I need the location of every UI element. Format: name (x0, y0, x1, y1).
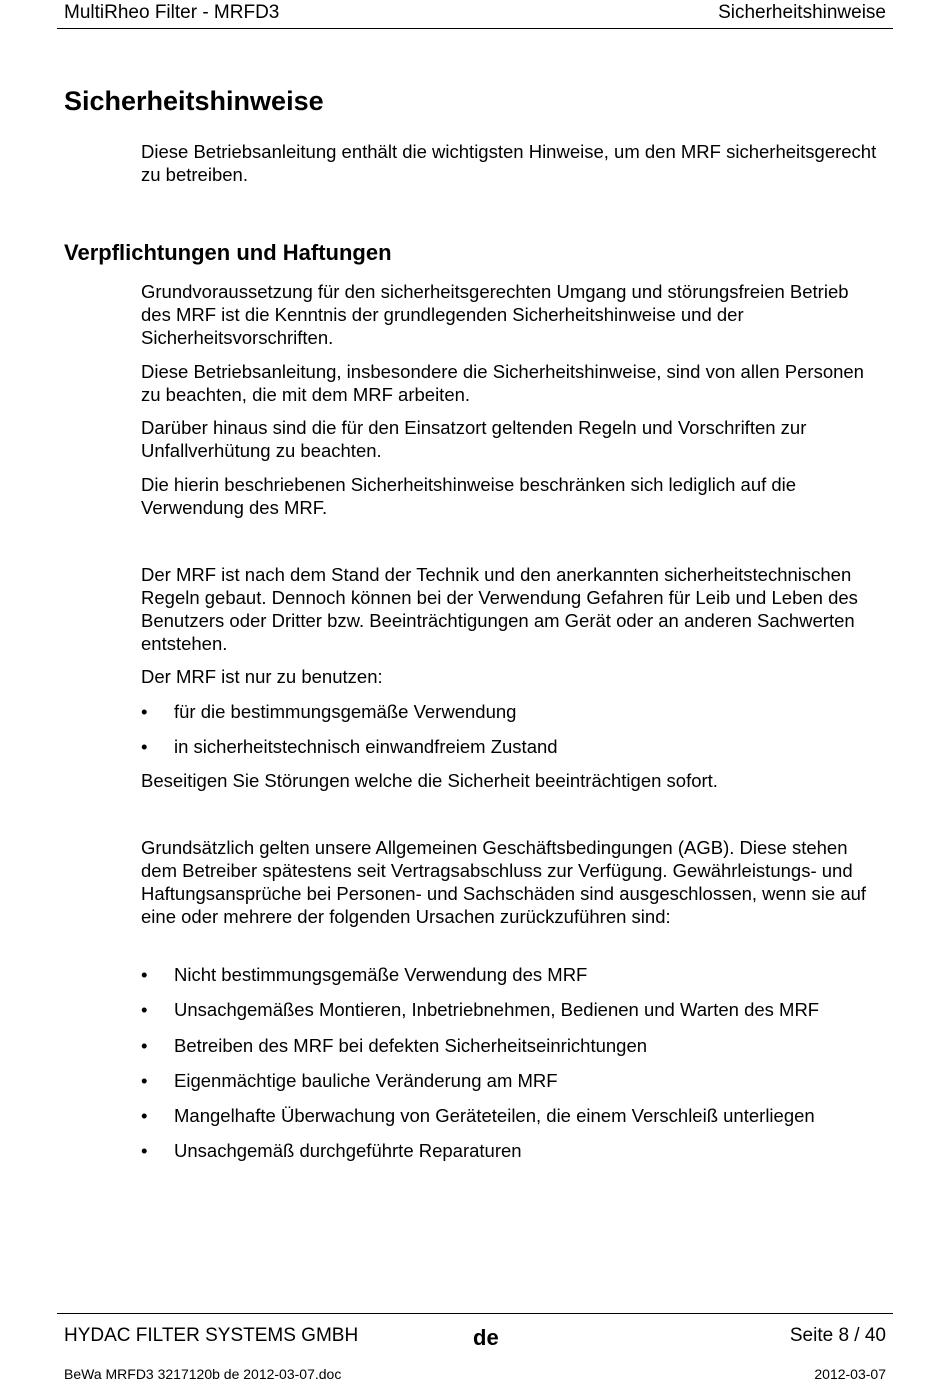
paragraph-use-conditions: Der MRF ist nur zu benutzen: (141, 666, 383, 687)
paragraph-limitation: Die hierin beschriebenen Sicherheitshinweise beschränken sich lediglich auf die Verwendung des MRF. (141, 474, 797, 518)
paragraph-regulations: Darüber hinaus sind die für den Einsatzort geltenden Regeln und Vorschriften zur Unfallverhütung zu beachten. (141, 417, 807, 461)
list-item-text: in sicherheitstechnisch einwandfreiem Zustand (174, 736, 558, 757)
paragraph-fix-faults: Beseitigen Sie Störungen welche die Sicherheit beeinträchtigen sofort. (141, 770, 718, 791)
bullet-icon: • (141, 1105, 148, 1126)
paragraph-terms-liability: Grundsätzlich gelten unsere Allgemeinen Geschäftsbedingungen (AGB). Diese stehen dem Betreiber spätestens seit Vertragsabschluss zur Verfügung. Gewährleistungs- und Haftungsansprüche bei Personen- und Sachschäden sind ausgeschlossen, wenn sie auf eine oder mehrere der folgenden Ursachen zurückzuführen sind: (141, 837, 867, 927)
list-item-text: Unsachgemäßes Montieren, Inbetriebnehmen, Bedienen und Warten des MRF (174, 999, 820, 1020)
header-chapter-title: Sicherheitshinweise (718, 2, 886, 23)
footer-document-reference: BeWa MRFD3 3217120b de 2012-03-07.doc (64, 1366, 342, 1382)
bullet-icon: • (141, 1035, 148, 1056)
list-item-text: Mangelhafte Überwachung von Geräteteilen, die einem Verschleiß unterliegen (174, 1105, 815, 1126)
list-item-text: für die bestimmungsgemäße Verwendung (174, 701, 517, 722)
paragraph-prerequisites: Grundvoraussetzung für den sicherheitsgerechten Umgang und störungsfreien Betrieb des MRF ist die Kenntnis der grundlegenden Sicherheitshinweise und der Sicherheitsvorschriften. (141, 281, 849, 348)
footer-divider (57, 1313, 893, 1314)
list-item-text: Betreiben des MRF bei defekten Sicherheitseinrichtungen (174, 1035, 648, 1056)
paragraph-scope: Diese Betriebsanleitung, insbesondere die Sicherheitshinweise, sind von allen Personen zu beachten, die mit dem MRF arbeiten. (141, 361, 864, 405)
bullet-icon: • (141, 1070, 148, 1091)
bullet-icon: • (141, 1140, 148, 1161)
bullet-icon: • (141, 701, 148, 722)
header-divider (57, 28, 893, 29)
list-item-text: Unsachgemäß durchgeführte Reparaturen (174, 1140, 522, 1161)
list-item-text: Eigenmächtige bauliche Veränderung am MRF (174, 1070, 558, 1091)
safety-intro-paragraph: Diese Betriebsanleitung enthält die wichtigsten Hinweise, um den MRF sicherheitsgerecht zu betreiben. (141, 141, 877, 185)
section-heading-obligations: Verpflichtungen und Haftungen (64, 240, 392, 265)
footer-language: de (473, 1325, 499, 1350)
section-heading-safety: Sicherheitshinweise (64, 86, 324, 116)
bullet-icon: • (141, 736, 148, 757)
footer-company: HYDAC FILTER SYSTEMS GMBH (64, 1325, 359, 1346)
bullet-icon: • (141, 999, 148, 1020)
footer-date: 2012-03-07 (814, 1366, 886, 1382)
list-item-text: Nicht bestimmungsgemäße Verwendung des MRF (174, 964, 588, 985)
bullet-icon: • (141, 964, 148, 985)
header-document-title: MultiRheo Filter - MRFD3 (64, 2, 280, 23)
footer-page-number: Seite 8 / 40 (789, 1325, 886, 1346)
paragraph-state-of-art: Der MRF ist nach dem Stand der Technik und den anerkannten sicherheitstechnischen Regeln gebaut. Dennoch können bei der Verwendung Gefahren für Leib und Leben des Benutzers oder Dritter bzw. Beeinträchtigungen am Gerät oder an anderen Sachwerten entstehen. (141, 564, 858, 654)
